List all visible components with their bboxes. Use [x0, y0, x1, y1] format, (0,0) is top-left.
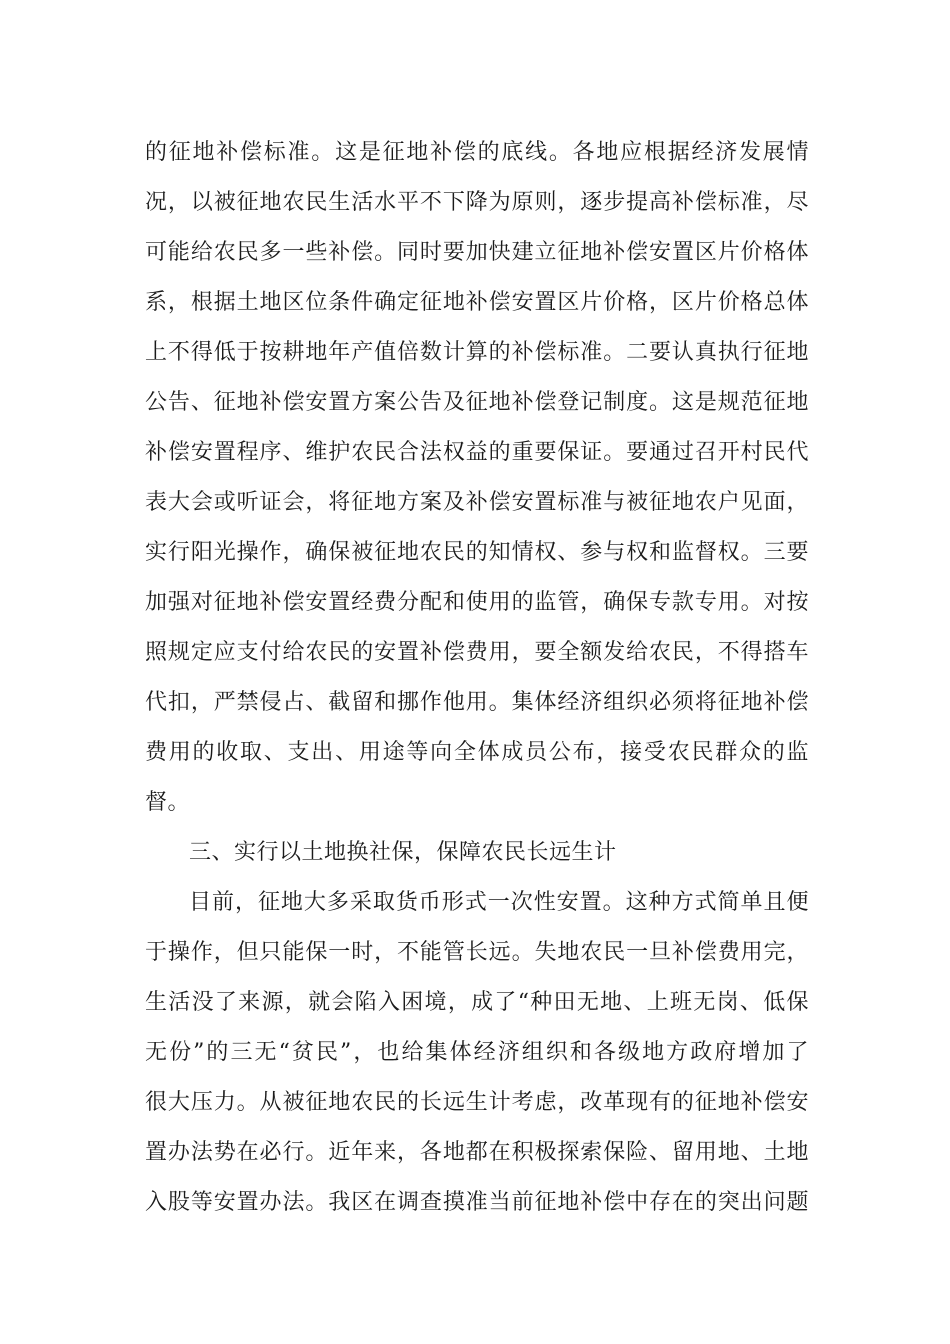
paragraph-compensation-standards — [145, 128, 809, 828]
text-line: 督。 — [145, 790, 191, 815]
text-line: 上不得低于按耕地年产值倍数计算的补偿标准。二要认真执行征地 — [145, 340, 809, 365]
text-line: 公告、征地补偿安置方案公告及征地补偿登记制度。这是规范征地 — [145, 390, 809, 415]
text-line: 很大压力。从被征地农民的长远生计考虑，改革现有的征地补偿安 — [145, 1090, 809, 1115]
text-line: 系，根据土地区位条件确定征地补偿安置区片价格，区片价格总体 — [145, 290, 809, 315]
text-line: 照规定应支付给农民的安置补偿费用，要全额发给农民，不得搭车 — [145, 640, 809, 665]
text-line: 于操作，但只能保一时，不能管长远。失地农民一旦补偿费用完， — [145, 940, 809, 965]
text-line: 置办法势在必行。近年来，各地都在积极探索保险、留用地、土地 — [145, 1140, 809, 1165]
text-line: 代扣，严禁侵占、截留和挪作他用。集体经济组织必须将征地补偿 — [145, 690, 809, 715]
section-heading: 三、实行以土地换社保，保障农民长远生计 — [189, 840, 617, 865]
text-line: 目前，征地大多采取货币形式一次性安置。这种方式简单且便 — [189, 890, 809, 915]
text-line: 加强对征地补偿安置经费分配和使用的监管，确保专款专用。对按 — [145, 590, 809, 615]
text-line: 无份”的三无“贫民”，也给集体经济组织和各级地方政府增加了 — [145, 1040, 809, 1065]
text-line: 补偿安置程序、维护农民合法权益的重要保证。要通过召开村民代 — [145, 440, 809, 465]
text-line: 实行阳光操作，确保被征地农民的知情权、参与权和监督权。三要 — [145, 540, 809, 565]
document-body — [145, 128, 809, 1228]
text-line: 生活没了来源，就会陷入困境，成了“种田无地、上班无岗、低保 — [145, 990, 809, 1015]
text-line: 的征地补偿标准。这是征地补偿的底线。各地应根据经济发展情 — [145, 140, 809, 165]
text-line: 可能给农民多一些补偿。同时要加快建立征地补偿安置区片价格体 — [145, 240, 809, 265]
paragraph-social-security — [145, 878, 809, 1228]
text-line: 费用的收取、支出、用途等向全体成员公布，接受农民群众的监 — [145, 740, 809, 765]
text-line: 况，以被征地农民生活水平不下降为原则，逐步提高补偿标准，尽 — [145, 190, 809, 215]
text-line: 表大会或听证会，将征地方案及补偿安置标准与被征地农户见面， — [145, 490, 809, 515]
text-line: 入股等安置办法。我区在调查摸准当前征地补偿中存在的突出问题 — [145, 1190, 809, 1215]
